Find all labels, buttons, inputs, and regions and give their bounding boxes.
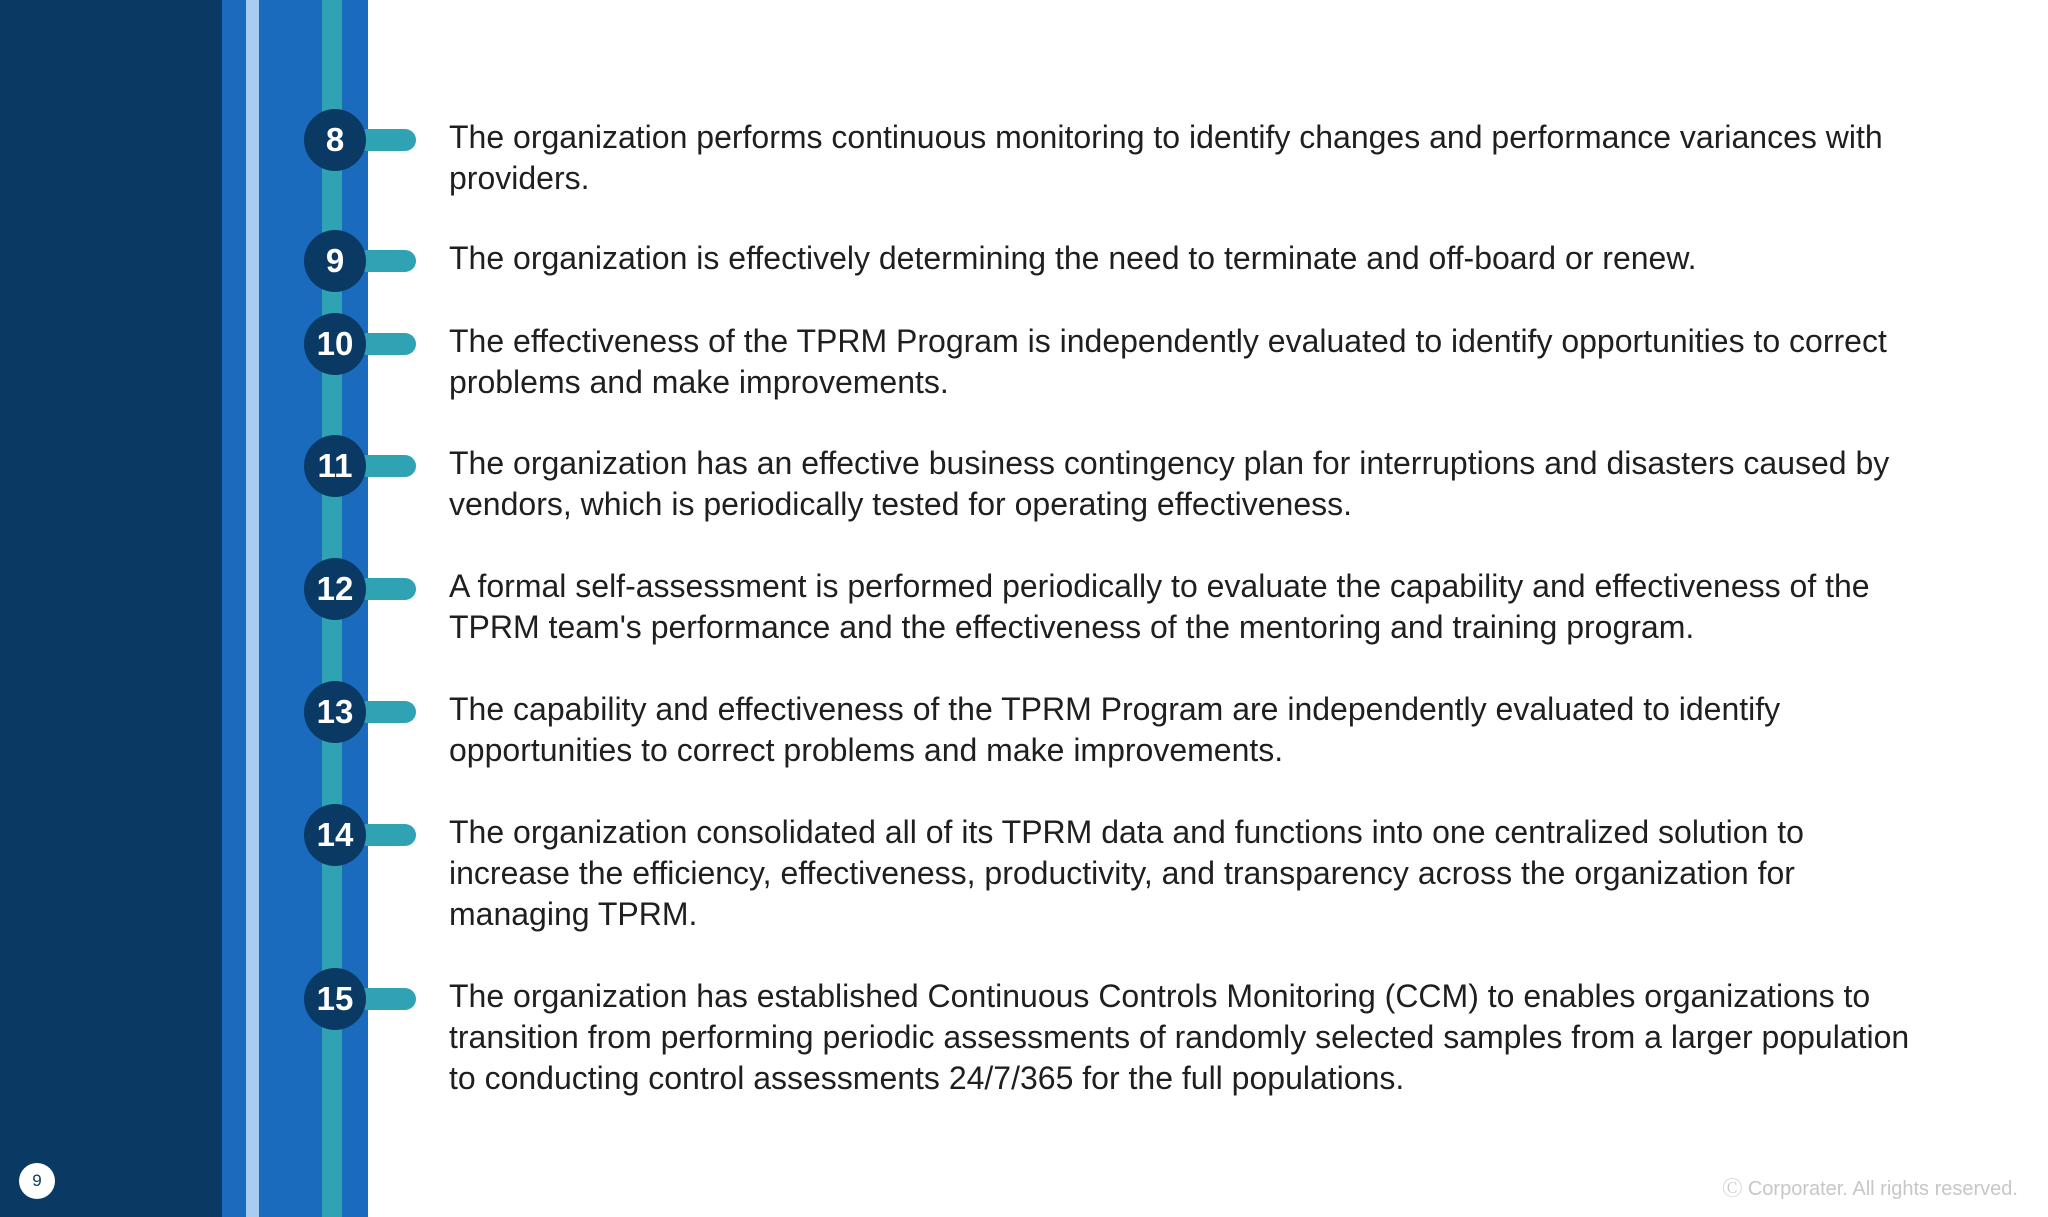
step-text: The organization has an effective business contingency plan for interruptions and disasters caused by vendors, which is periodically tested for operating effectiveness. bbox=[449, 445, 1890, 522]
step-number-badge: 13 bbox=[304, 681, 366, 743]
timeline-stripe-light bbox=[246, 0, 259, 1217]
step-text: The organization has established Continuous Controls Monitoring (CCM) to enables organizations to transition from performing periodic assessments of randomly selected samples from a larger population to conducting control assessments 24/7/365 for the full populations. bbox=[449, 978, 1910, 1096]
step-text: The organization consolidated all of its TPRM data and functions into one centralized solution to increase the efficiency, effectiveness, productivity, and transparency across the organization for managing TPRM. bbox=[449, 814, 1804, 932]
step-number-badge: 10 bbox=[304, 313, 366, 375]
step-text: The organization performs continuous monitoring to identify changes and performance variances with providers. bbox=[449, 119, 1883, 196]
left-panel bbox=[0, 0, 222, 1217]
copyright-notice: Ⓒ Corporater. All rights reserved. bbox=[1722, 1178, 2018, 1200]
step-text: A formal self-assessment is performed periodically to evaluate the capability and effectiveness of the TPRM team's performance and the effectiveness of the mentoring and training program. bbox=[449, 568, 1870, 645]
step-number-badge: 12 bbox=[304, 558, 366, 620]
step-text: The capability and effectiveness of the TPRM Program are independently evaluated to identify opportunities to correct problems and make improvements. bbox=[449, 691, 1781, 768]
step-number-badge: 11 bbox=[304, 435, 366, 497]
step-number-badge: 8 bbox=[304, 109, 366, 171]
step-number-badge: 15 bbox=[304, 968, 366, 1030]
step-number-badge: 9 bbox=[304, 230, 366, 292]
step-text: The organization is effectively determining the need to terminate and off-board or renew. bbox=[449, 240, 1697, 276]
page-number: 9 bbox=[19, 1163, 55, 1199]
step-text: The effectiveness of the TPRM Program is independently evaluated to identify opportunities to correct problems and make improvements. bbox=[449, 323, 1887, 400]
step-number-badge: 14 bbox=[304, 804, 366, 866]
